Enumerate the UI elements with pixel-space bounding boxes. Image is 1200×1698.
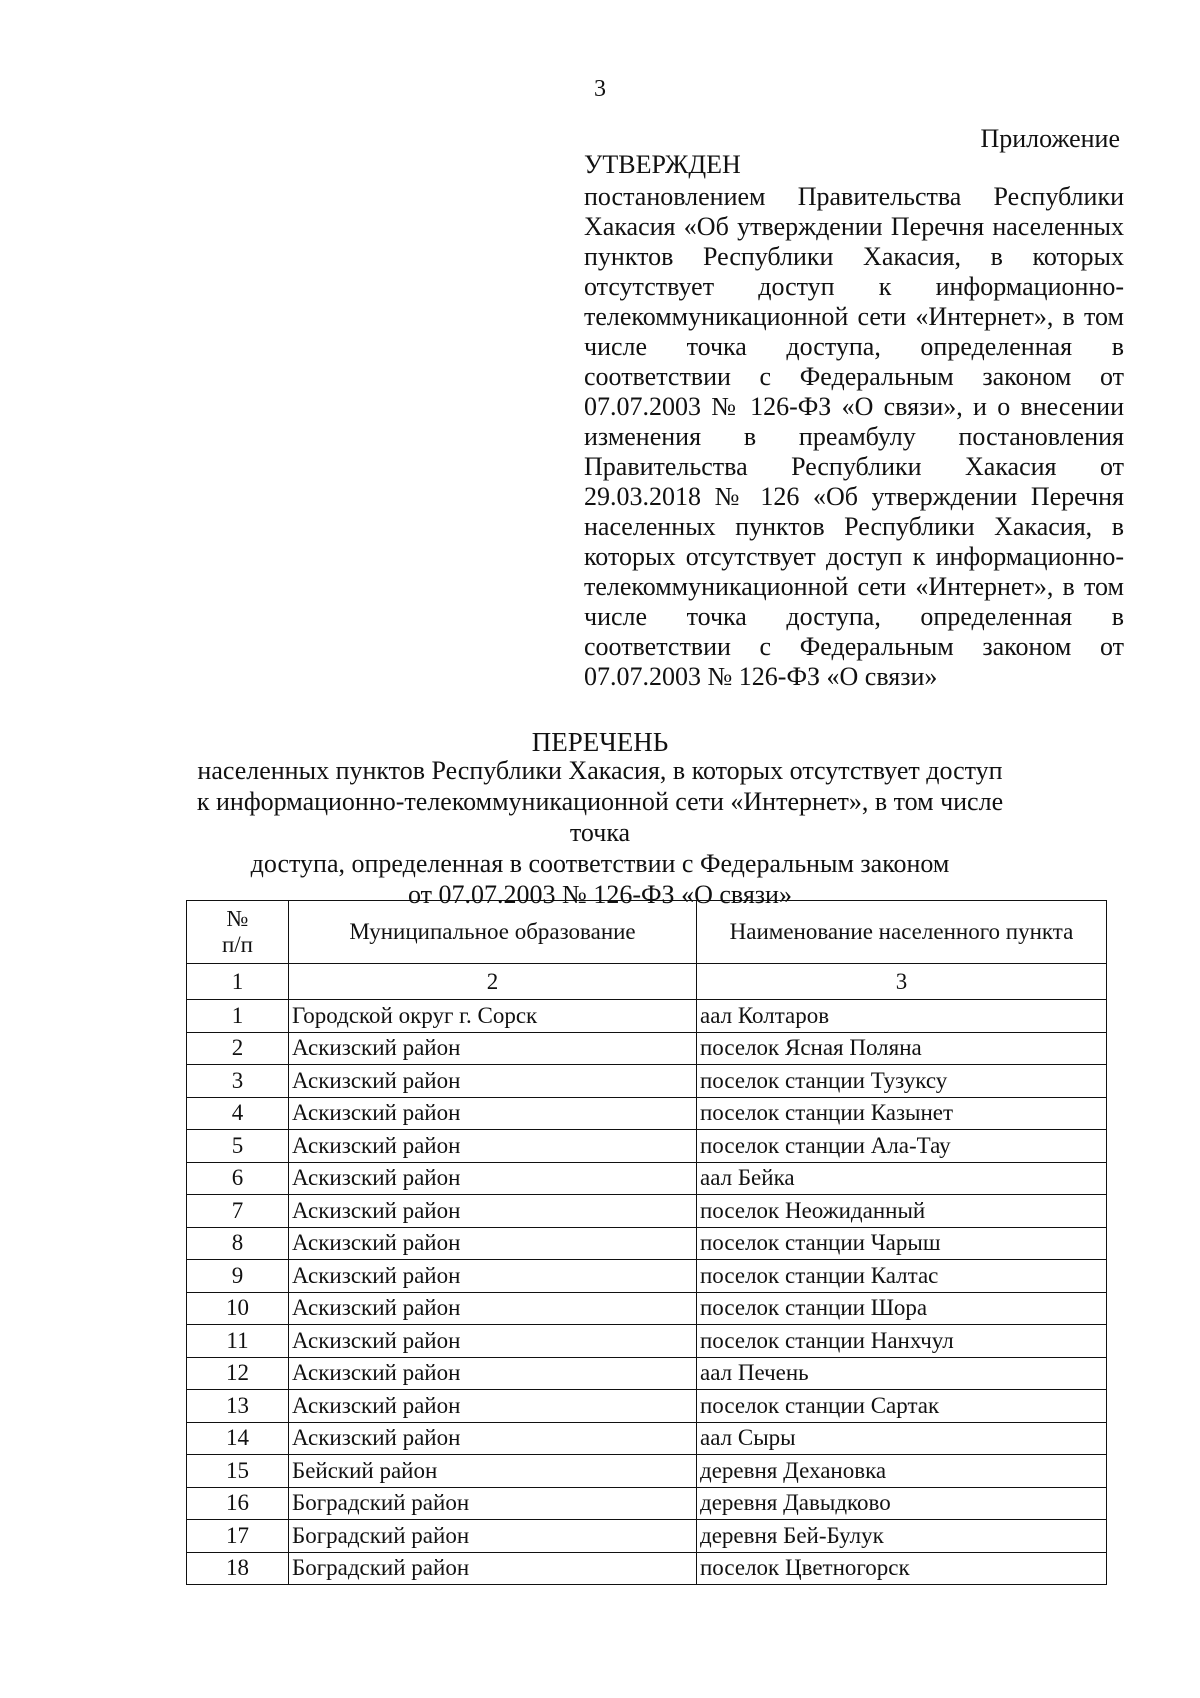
header-number xyxy=(187,901,289,964)
table-header-row xyxy=(187,901,1107,964)
settlement-cell: поселок станции Казынет xyxy=(697,1097,1107,1130)
header-number-sign: № xyxy=(226,906,249,931)
municipality-cell: Бейский район xyxy=(289,1455,697,1488)
municipality-cell: Аскизский район xyxy=(289,1292,697,1325)
table-row xyxy=(187,1162,1107,1195)
settlement-cell: аал Печень xyxy=(697,1357,1107,1390)
settlement-cell: аал Бейка xyxy=(697,1162,1107,1195)
municipality-cell: Аскизский район xyxy=(289,1065,697,1098)
municipality-cell: Аскизский район xyxy=(289,1390,697,1423)
row-number-cell: 8 xyxy=(187,1227,289,1260)
row-number-cell: 12 xyxy=(187,1357,289,1390)
table-row xyxy=(187,1260,1107,1293)
approval-block xyxy=(584,150,1124,692)
municipality-cell: Аскизский район xyxy=(289,1097,697,1130)
row-number-cell: 3 xyxy=(187,1065,289,1098)
column-numbering-row xyxy=(187,964,1107,1000)
row-number-cell: 14 xyxy=(187,1422,289,1455)
settlement-cell: поселок станции Сартак xyxy=(697,1390,1107,1423)
municipality-cell: Аскизский район xyxy=(289,1162,697,1195)
municipality-cell: Аскизский район xyxy=(289,1130,697,1163)
row-number-cell: 13 xyxy=(187,1390,289,1423)
list-subtitle-line: от 07.07.2003 № 126-ФЗ «О связи» xyxy=(408,880,792,909)
header-settlement: Наименование населенного пункта xyxy=(697,901,1107,964)
row-number-cell: 5 xyxy=(187,1130,289,1163)
table-row xyxy=(187,1487,1107,1520)
settlement-cell: поселок Ясная Поляна xyxy=(697,1032,1107,1065)
row-number-cell: 18 xyxy=(187,1552,289,1585)
table-row xyxy=(187,1357,1107,1390)
municipality-cell: Боградский район xyxy=(289,1520,697,1553)
row-number-cell: 4 xyxy=(187,1097,289,1130)
column-number: 3 xyxy=(697,964,1107,1000)
settlement-cell: поселок станции Тузуксу xyxy=(697,1065,1107,1098)
table-row xyxy=(187,1065,1107,1098)
settlement-cell: поселок станции Шора xyxy=(697,1292,1107,1325)
list-subtitle-line: к информационно-телекоммуникационной сети «Интернет», в том числе точка xyxy=(196,787,1004,847)
header-municipality: Муниципальное образование xyxy=(289,901,697,964)
municipality-cell: Боградский район xyxy=(289,1487,697,1520)
municipality-cell: Аскизский район xyxy=(289,1325,697,1358)
table-row xyxy=(187,1097,1107,1130)
column-number: 1 xyxy=(187,964,289,1000)
settlements-table xyxy=(186,900,1107,1585)
list-subtitle-line: доступа, определенная в соответствии с Федеральным законом xyxy=(250,849,950,878)
settlement-cell: деревня Дехановка xyxy=(697,1455,1107,1488)
settlement-cell: поселок станции Чарыш xyxy=(697,1227,1107,1260)
municipality-cell: Аскизский район xyxy=(289,1195,697,1228)
table-row xyxy=(187,1032,1107,1065)
municipality-cell: Аскизский район xyxy=(289,1422,697,1455)
approval-basis-text: постановлением Правительства Республики Хакасия «Об утверждении Перечня населенных пунктов Республики Хакасия, в которых отсутствует доступ к информационно-телекоммуникационной сети «Интернет», в том числе точка доступа, определенная в соответствии с Федеральным законом от 07.07.2003 № 126-ФЗ «О связи», и о внесении изменения в преамбулу постановления Правительства Республики Хакасия от 29.03.2018 № 126 «Об утверждении Перечня населенных пунктов Республики Хакасия, в которых отсутствует доступ к информационно-телекоммуникационной сети «Интернет», в том числе точка доступа, определенная в соответствии с Федеральным законом от 07.07.2003 № 126-ФЗ «О связи» xyxy=(584,182,1124,691)
table-row xyxy=(187,1455,1107,1488)
row-number-cell: 10 xyxy=(187,1292,289,1325)
settlement-cell: поселок станции Нанхчул xyxy=(697,1325,1107,1358)
row-number-cell: 1 xyxy=(187,1000,289,1033)
row-number-cell: 7 xyxy=(187,1195,289,1228)
municipality-cell: Аскизский район xyxy=(289,1032,697,1065)
list-title: ПЕРЕЧЕНЬ xyxy=(531,727,669,757)
municipality-cell: Городской округ г. Сорск xyxy=(289,1000,697,1033)
settlement-cell: аал Колтаров xyxy=(697,1000,1107,1033)
settlement-cell: поселок станции Калтас xyxy=(697,1260,1107,1293)
municipality-cell: Аскизский район xyxy=(289,1357,697,1390)
settlement-cell: деревня Давыдково xyxy=(697,1487,1107,1520)
settlement-cell: аал Сыры xyxy=(697,1422,1107,1455)
table-row xyxy=(187,1422,1107,1455)
row-number-cell: 16 xyxy=(187,1487,289,1520)
settlement-cell: деревня Бей-Булук xyxy=(697,1520,1107,1553)
approval-heading: УТВЕРЖДЕН xyxy=(584,150,741,179)
municipality-cell: Боградский район xyxy=(289,1552,697,1585)
row-number-cell: 11 xyxy=(187,1325,289,1358)
table-row xyxy=(187,1292,1107,1325)
table-row xyxy=(187,1130,1107,1163)
table-row xyxy=(187,1325,1107,1358)
table-row xyxy=(187,1390,1107,1423)
row-number-cell: 6 xyxy=(187,1162,289,1195)
settlement-cell: поселок станции Ала-Тау xyxy=(697,1130,1107,1163)
table-row xyxy=(187,1000,1107,1033)
row-number-cell: 2 xyxy=(187,1032,289,1065)
row-number-cell: 9 xyxy=(187,1260,289,1293)
row-number-cell: 15 xyxy=(187,1455,289,1488)
column-number: 2 xyxy=(289,964,697,1000)
appendix-label: Приложение xyxy=(980,124,1120,153)
page-number: 3 xyxy=(594,76,606,102)
table-row xyxy=(187,1520,1107,1553)
header-number-abbr: п/п xyxy=(221,932,253,957)
municipality-cell: Аскизский район xyxy=(289,1227,697,1260)
settlement-cell: поселок Неожиданный xyxy=(697,1195,1107,1228)
table-row xyxy=(187,1195,1107,1228)
settlement-cell: поселок Цветногорск xyxy=(697,1552,1107,1585)
table-row xyxy=(187,1552,1107,1585)
table-row xyxy=(187,1227,1107,1260)
municipality-cell: Аскизский район xyxy=(289,1260,697,1293)
list-subtitle-line: населенных пунктов Республики Хакасия, в которых отсутствует доступ xyxy=(197,756,1003,785)
list-subtitle xyxy=(180,755,1020,910)
row-number-cell: 17 xyxy=(187,1520,289,1553)
